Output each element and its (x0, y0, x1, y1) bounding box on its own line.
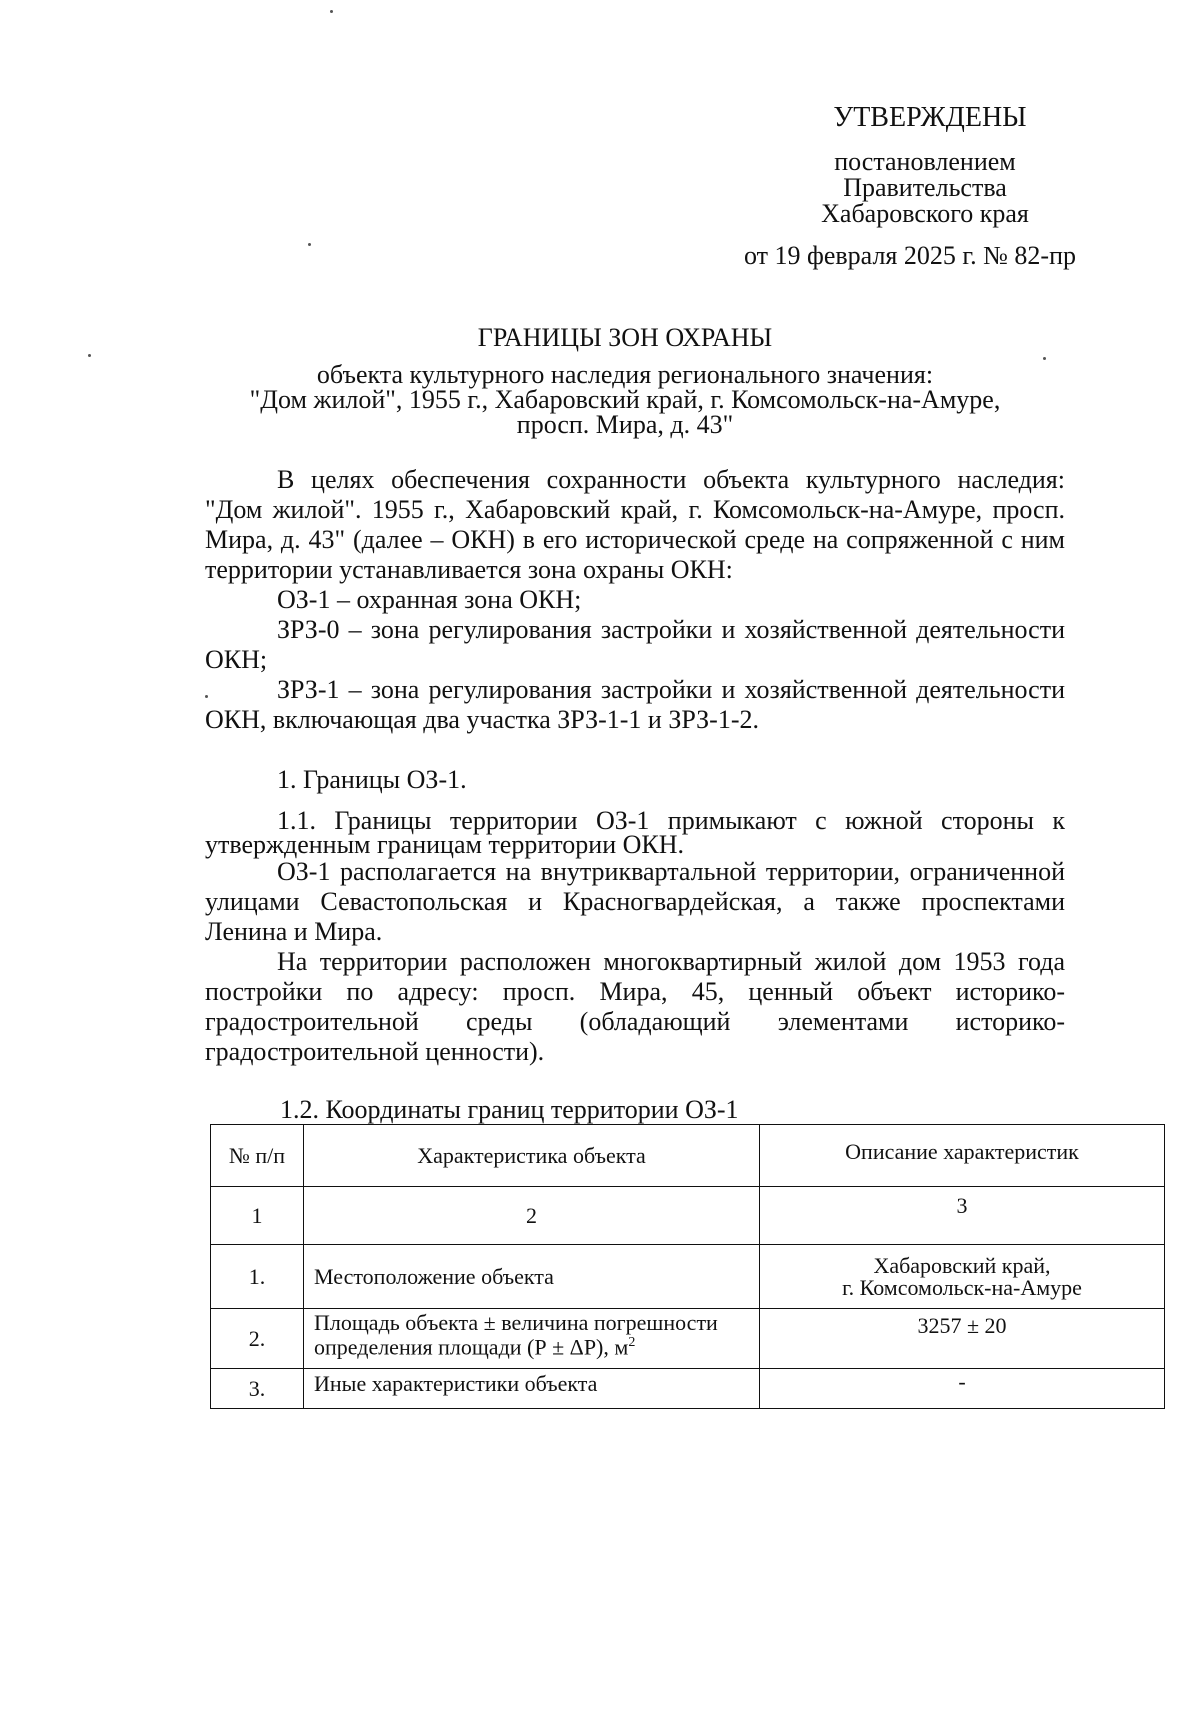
header-cell-characteristic: Характеристика объекта (304, 1125, 760, 1187)
approval-title: УТВЕРЖДЕНЫ (833, 102, 1027, 133)
index-cell-3: 3 (760, 1187, 1165, 1245)
heading-line-3: просп. Мира, д. 43" (516, 410, 734, 439)
row-description: - (760, 1369, 1165, 1409)
row-description (760, 1245, 1165, 1309)
row-characteristic: Местоположение объекта (304, 1245, 760, 1309)
zone-characteristics-table (210, 1124, 1165, 1409)
index-cell-2: 2 (304, 1187, 760, 1245)
table-row (211, 1245, 1165, 1309)
row-description-line-1: Хабаровский край, (873, 1252, 1051, 1278)
row-characteristic: Иные характеристики объекта (304, 1369, 760, 1409)
item-1-1: 1.1. Границы территории ОЗ-1 примыкают с южной стороны к утвержденным границам территории ОКН. (205, 806, 1065, 859)
table-index-row (211, 1187, 1165, 1245)
approval-block (744, 102, 1090, 270)
table-row (211, 1309, 1165, 1369)
document-title: ГРАНИЦЫ ЗОН ОХРАНЫ (477, 323, 773, 352)
zone-item-oz1: ОЗ-1 – охранная зона ОКН; (277, 585, 582, 614)
document-heading (190, 325, 1060, 437)
scan-speck (330, 10, 333, 13)
header-cell-number: № п/п (211, 1125, 304, 1187)
body-text (205, 465, 1065, 1067)
approval-line-government: Правительства (843, 173, 1007, 202)
row-characteristic-line-2: определения площади (Р ± ΔР), м (314, 1334, 629, 1360)
row-description-line-2: г. Комсомольск-на-Амуре (842, 1274, 1082, 1300)
approval-line-resolution: постановлением (834, 147, 1016, 176)
header-cell-description: Описание характеристик (760, 1125, 1165, 1187)
building-paragraph: На территории расположен многоквартирный жилой дом 1953 года постройки по адресу: просп. Мира, 45, ценный объект историко-градостроительной среды (обладающий элементами историко-градостроительной ценности). (205, 947, 1065, 1066)
location-paragraph: ОЗ-1 располагается на внутриквартальной территории, ограниченной улицами Севастопольская и Красногвардейская, а также проспектами Ленина и Мира. (205, 857, 1065, 946)
scan-speck (308, 243, 311, 246)
heading-line-2: "Дом жилой", 1955 г., Хабаровский край, г. Комсомольск-на-Амуре, (249, 385, 1001, 414)
approval-date: от 19 февраля 2025 г. № 82-пр (744, 241, 1076, 270)
intro-paragraph: В целях обеспечения сохранности объекта культурного наследия: "Дом жилой". 1955 г., Хабаровский край, г. Комсомольск-на-Амуре, просп. Мира, д. 43" (далее – ОКН) в его исторической среде на сопряженной с ним территории устанавливается зона охраны ОКН: (205, 465, 1065, 584)
section-heading-1: 1. Границы ОЗ-1. (277, 765, 467, 794)
index-cell-1: 1 (211, 1187, 304, 1245)
heading-line-1: объекта культурного наследия регионального значения: (316, 360, 934, 389)
row-number: 3. (211, 1369, 304, 1409)
table-caption: 1.2. Координаты границ территории ОЗ-1 (280, 1095, 739, 1124)
row-number: 2. (211, 1309, 304, 1369)
table-header-row (211, 1125, 1165, 1187)
superscript-square: 2 (628, 1335, 636, 1350)
row-characteristic (304, 1309, 760, 1369)
approval-line-region: Хабаровского края (821, 199, 1029, 228)
row-characteristic-line-1: Площадь объекта ± величина погрешности (314, 1310, 718, 1335)
zone-item-zrz1: ЗРЗ-1 – зона регулирования застройки и хозяйственной деятельности ОКН, включающая два участка ЗРЗ-1-1 и ЗРЗ-1-2. (205, 675, 1065, 734)
zone-item-zrz0: ЗРЗ-0 – зона регулирования застройки и хозяйственной деятельности ОКН; (205, 615, 1065, 674)
scan-speck (88, 354, 91, 357)
row-description: 3257 ± 20 (760, 1309, 1165, 1369)
row-number: 1. (211, 1245, 304, 1309)
table-row (211, 1369, 1165, 1409)
